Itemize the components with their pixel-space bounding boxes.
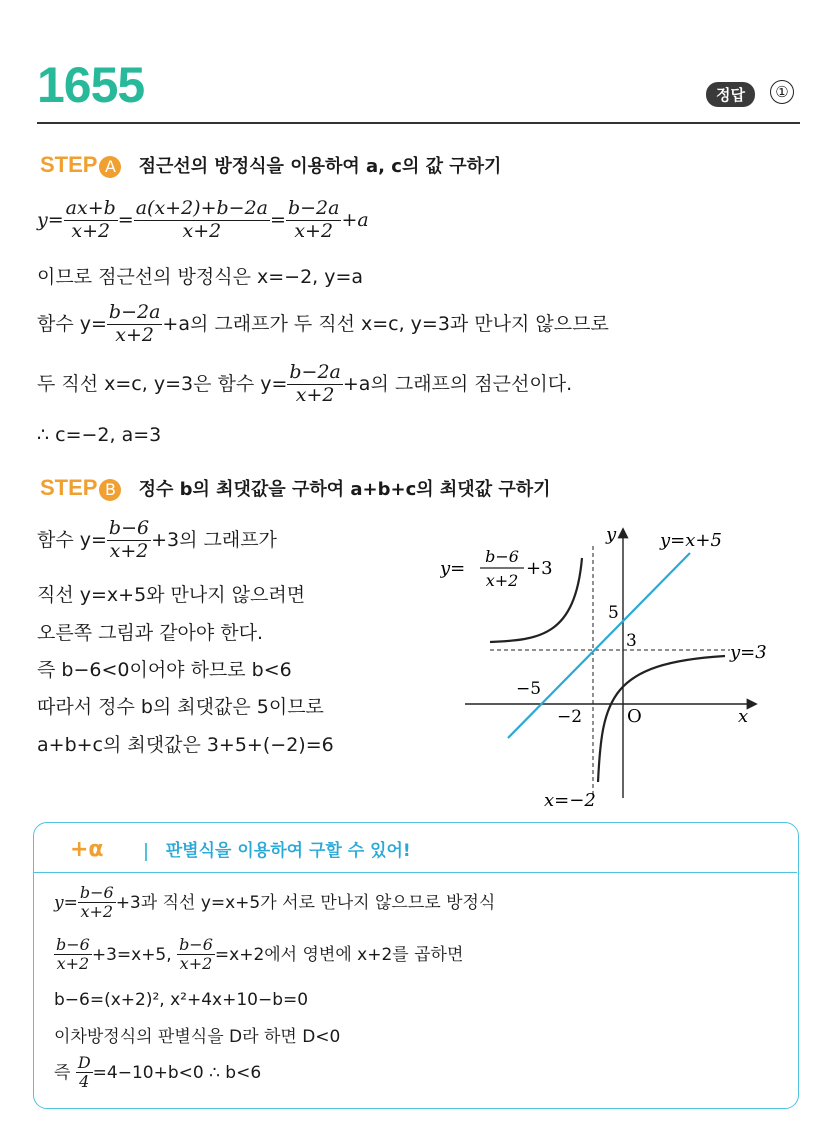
origin-label: O	[627, 706, 642, 727]
line-y-x-plus-5	[508, 553, 690, 738]
curve-label-post: +3	[526, 558, 553, 579]
tip-line4: 이차방정식의 판별식을 D라 하면 D<0	[54, 1027, 341, 1047]
line4-pre: 두 직선 x=c, y=3은 함수 y=	[37, 372, 288, 395]
step-b-line4: 즉 b−6<0이어야 하므로 b<6	[37, 659, 292, 681]
answer-value: ①	[770, 80, 794, 104]
hyperbola-right-branch	[598, 656, 725, 782]
tick-minus-2: −2	[557, 707, 583, 727]
step-b-line1	[37, 518, 277, 563]
alpha-icon: +α	[70, 837, 104, 862]
eq1-frac2: $\frac{a(x+2)+b-2a}{x+2}$	[135, 197, 269, 242]
step-b-line5: 따라서 정수 b의 최댓값은 5이므로	[37, 696, 324, 718]
v-asym-label: x=−2	[544, 790, 596, 811]
tip-l1-post: +3과 직선 y=x+5가 서로 만나지 않으므로 방정식	[115, 892, 496, 913]
tip-title: 판별식을 이용하여 구할 수 있어!	[165, 841, 411, 861]
tip-l1-frac: $\frac{b-6}{x+2}$	[79, 883, 114, 922]
tip-l1-pre: y=	[54, 892, 78, 913]
line4-post: +a의 그래프의 점근선이다.	[342, 372, 573, 395]
step-a-eq1	[37, 198, 369, 243]
tip-l2-frac1: $\frac{b-6}{x+2}$	[56, 935, 90, 974]
line3-frac: $\frac{b-2a}{x+2}$	[108, 301, 161, 346]
eq1-eq: =	[117, 208, 134, 231]
tip-line3: b−6=(x+2)², x²+4x+10−b=0	[54, 990, 309, 1010]
curve-label-num: b−6	[485, 547, 519, 566]
problem-number: 1655	[37, 57, 145, 113]
step-b-label: STEP	[40, 475, 98, 500]
tip-l2-mid: +3=x+5,	[91, 944, 178, 965]
tick-3: 3	[626, 631, 637, 651]
eq1-lhs: y=	[37, 208, 64, 231]
line4-frac: $\frac{b-2a}{x+2}$	[289, 361, 341, 406]
tip-l2-post: =x+2에서 영변에 x+2를 곱하면	[214, 944, 464, 965]
tip-l5-frac: $\frac{D}{4}$	[77, 1053, 91, 1092]
tick-5: 5	[608, 603, 619, 623]
step-b-letter: B	[99, 479, 121, 501]
curve-label-pre: y=	[440, 558, 466, 579]
tip-l5-post: =4−10+b<0 ∴ b<6	[92, 1062, 262, 1083]
eq1-frac3: $\frac{b-2a}{x+2}$	[287, 197, 340, 242]
tip-header	[70, 836, 411, 862]
tip-line5	[54, 1054, 261, 1092]
tip-line1	[54, 884, 495, 922]
eq1-eq2: =	[270, 208, 286, 231]
line3-post: +a의 그래프가 두 직선 x=c, y=3과 만나지 않으므로	[162, 312, 609, 335]
step-a-line2: 이므로 점근선의 방정식은 x=−2, y=a	[37, 266, 364, 288]
answer-badge: 정답	[706, 82, 755, 107]
step-a-line4	[37, 362, 572, 407]
header-rule	[37, 122, 800, 124]
line-label: y=x+5	[660, 530, 722, 551]
x-axis-label: x	[738, 706, 749, 727]
tip-l5-pre: 즉	[54, 1062, 76, 1083]
tick-minus-5: −5	[516, 679, 542, 699]
y-axis-label: y	[606, 524, 617, 545]
step-b-line3: 오른쪽 그림과 같아야 한다.	[37, 622, 264, 644]
b-line1-post: +3의 그래프가	[151, 528, 277, 551]
step-b-heading	[40, 475, 551, 501]
tip-rule	[33, 872, 797, 873]
eq1-tail: +a	[341, 208, 369, 231]
step-a-heading	[40, 152, 501, 178]
step-a-line5: ∴ c=−2, a=3	[37, 424, 162, 446]
hyperbola-graph	[440, 518, 810, 814]
step-a-title: 점근선의 방정식을 이용하여 a, c의 값 구하기	[138, 156, 502, 177]
eq1-frac1: $\frac{ax+b}{x+2}$	[65, 197, 116, 242]
step-b-line2: 직선 y=x+5와 만나지 않으려면	[37, 584, 306, 606]
step-a-letter: A	[99, 156, 121, 178]
tip-l2-frac2: $\frac{b-6}{x+2}$	[179, 935, 213, 974]
curve-label-den: x+2	[485, 571, 519, 590]
b-line1-frac: $\frac{b-6}{x+2}$	[108, 517, 150, 562]
step-b-line6: a+b+c의 최댓값은 3+5+(−2)=6	[37, 734, 334, 756]
line3-pre: 함수 y=	[37, 312, 107, 335]
step-a-line3	[37, 302, 609, 347]
h-asym-label: y=3	[730, 642, 767, 663]
step-a-label: STEP	[40, 152, 98, 177]
tip-line2	[54, 936, 463, 974]
step-b-title: 정수 b의 최댓값을 구하여 a+b+c의 최댓값 구하기	[138, 479, 551, 500]
tip-divider	[145, 843, 147, 861]
b-line1-pre: 함수 y=	[37, 528, 107, 551]
